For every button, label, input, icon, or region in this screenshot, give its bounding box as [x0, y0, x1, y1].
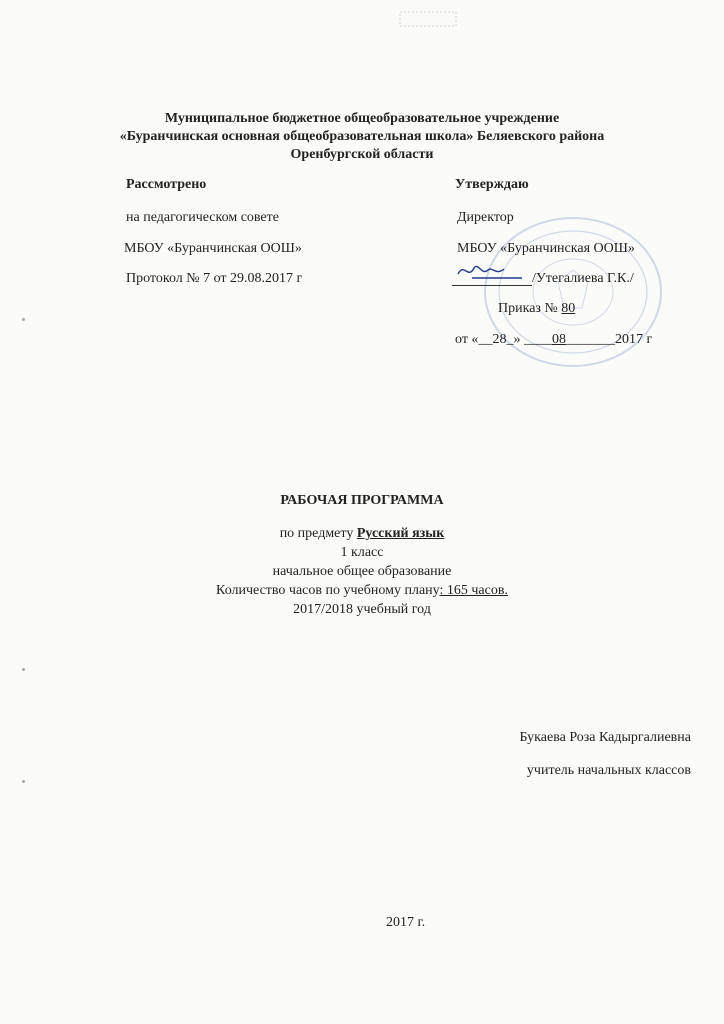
faint-stamp-mark [398, 8, 458, 30]
reviewed-line-2: МБОУ «Буранчинская ООШ» [124, 241, 302, 256]
date-day: __28_ [478, 332, 514, 347]
subject-label: по предмету [279, 526, 357, 541]
date-mid: » ____ [513, 332, 552, 347]
reviewed-line-1: на педагогическом совете [126, 210, 279, 225]
director-name: /Утегалиева Г.К./ [532, 271, 634, 286]
approve-school: МБОУ «Буранчинская ООШ» [457, 241, 635, 256]
subject-line [0, 525, 724, 542]
date-suffix: _______2017 г [565, 332, 653, 347]
approve-title: Утверждаю [455, 177, 529, 192]
scan-speck [22, 318, 25, 321]
footer-year: 2017 г. [386, 915, 426, 930]
hours-label: Количество часов по учебному плану [216, 583, 440, 598]
subject-name: Русский язык [356, 526, 445, 541]
scan-speck [22, 668, 25, 671]
author-position: учитель начальных классов [526, 763, 691, 778]
institution-line-2: «Буранчинская основная общеобразовательная школа» Беляевского района [119, 129, 605, 144]
reviewed-protocol: Протокол № 7 от 29.08.2017 г [126, 271, 303, 286]
order-label: Приказ № [498, 301, 562, 316]
official-seal [478, 212, 668, 372]
date-prefix: от « [455, 332, 479, 347]
hours-line [0, 582, 724, 599]
program-title: РАБОЧАЯ ПРОГРАММА [280, 493, 444, 508]
hours-value: : 165 часов. [439, 583, 508, 598]
institution-line-1: Муниципальное бюджетное общеобразовательное учреждение [164, 111, 560, 126]
institution-line-3: Оренбургской области [290, 147, 434, 162]
author-name: Букаева Роза Кадыргалиевна [519, 730, 691, 745]
order-number-line [498, 300, 575, 317]
scan-speck [22, 780, 25, 783]
signature-underline [452, 270, 532, 286]
reviewed-title: Рассмотрено [126, 177, 207, 192]
date-month: 08 [551, 332, 566, 347]
grade-line: 1 класс [340, 545, 384, 560]
order-number: 80 [561, 301, 576, 316]
approve-director: Директор [457, 210, 514, 225]
approval-date-line [455, 331, 652, 348]
education-level: начальное общее образование [272, 564, 452, 579]
academic-year: 2017/2018 учебный год [293, 602, 431, 617]
